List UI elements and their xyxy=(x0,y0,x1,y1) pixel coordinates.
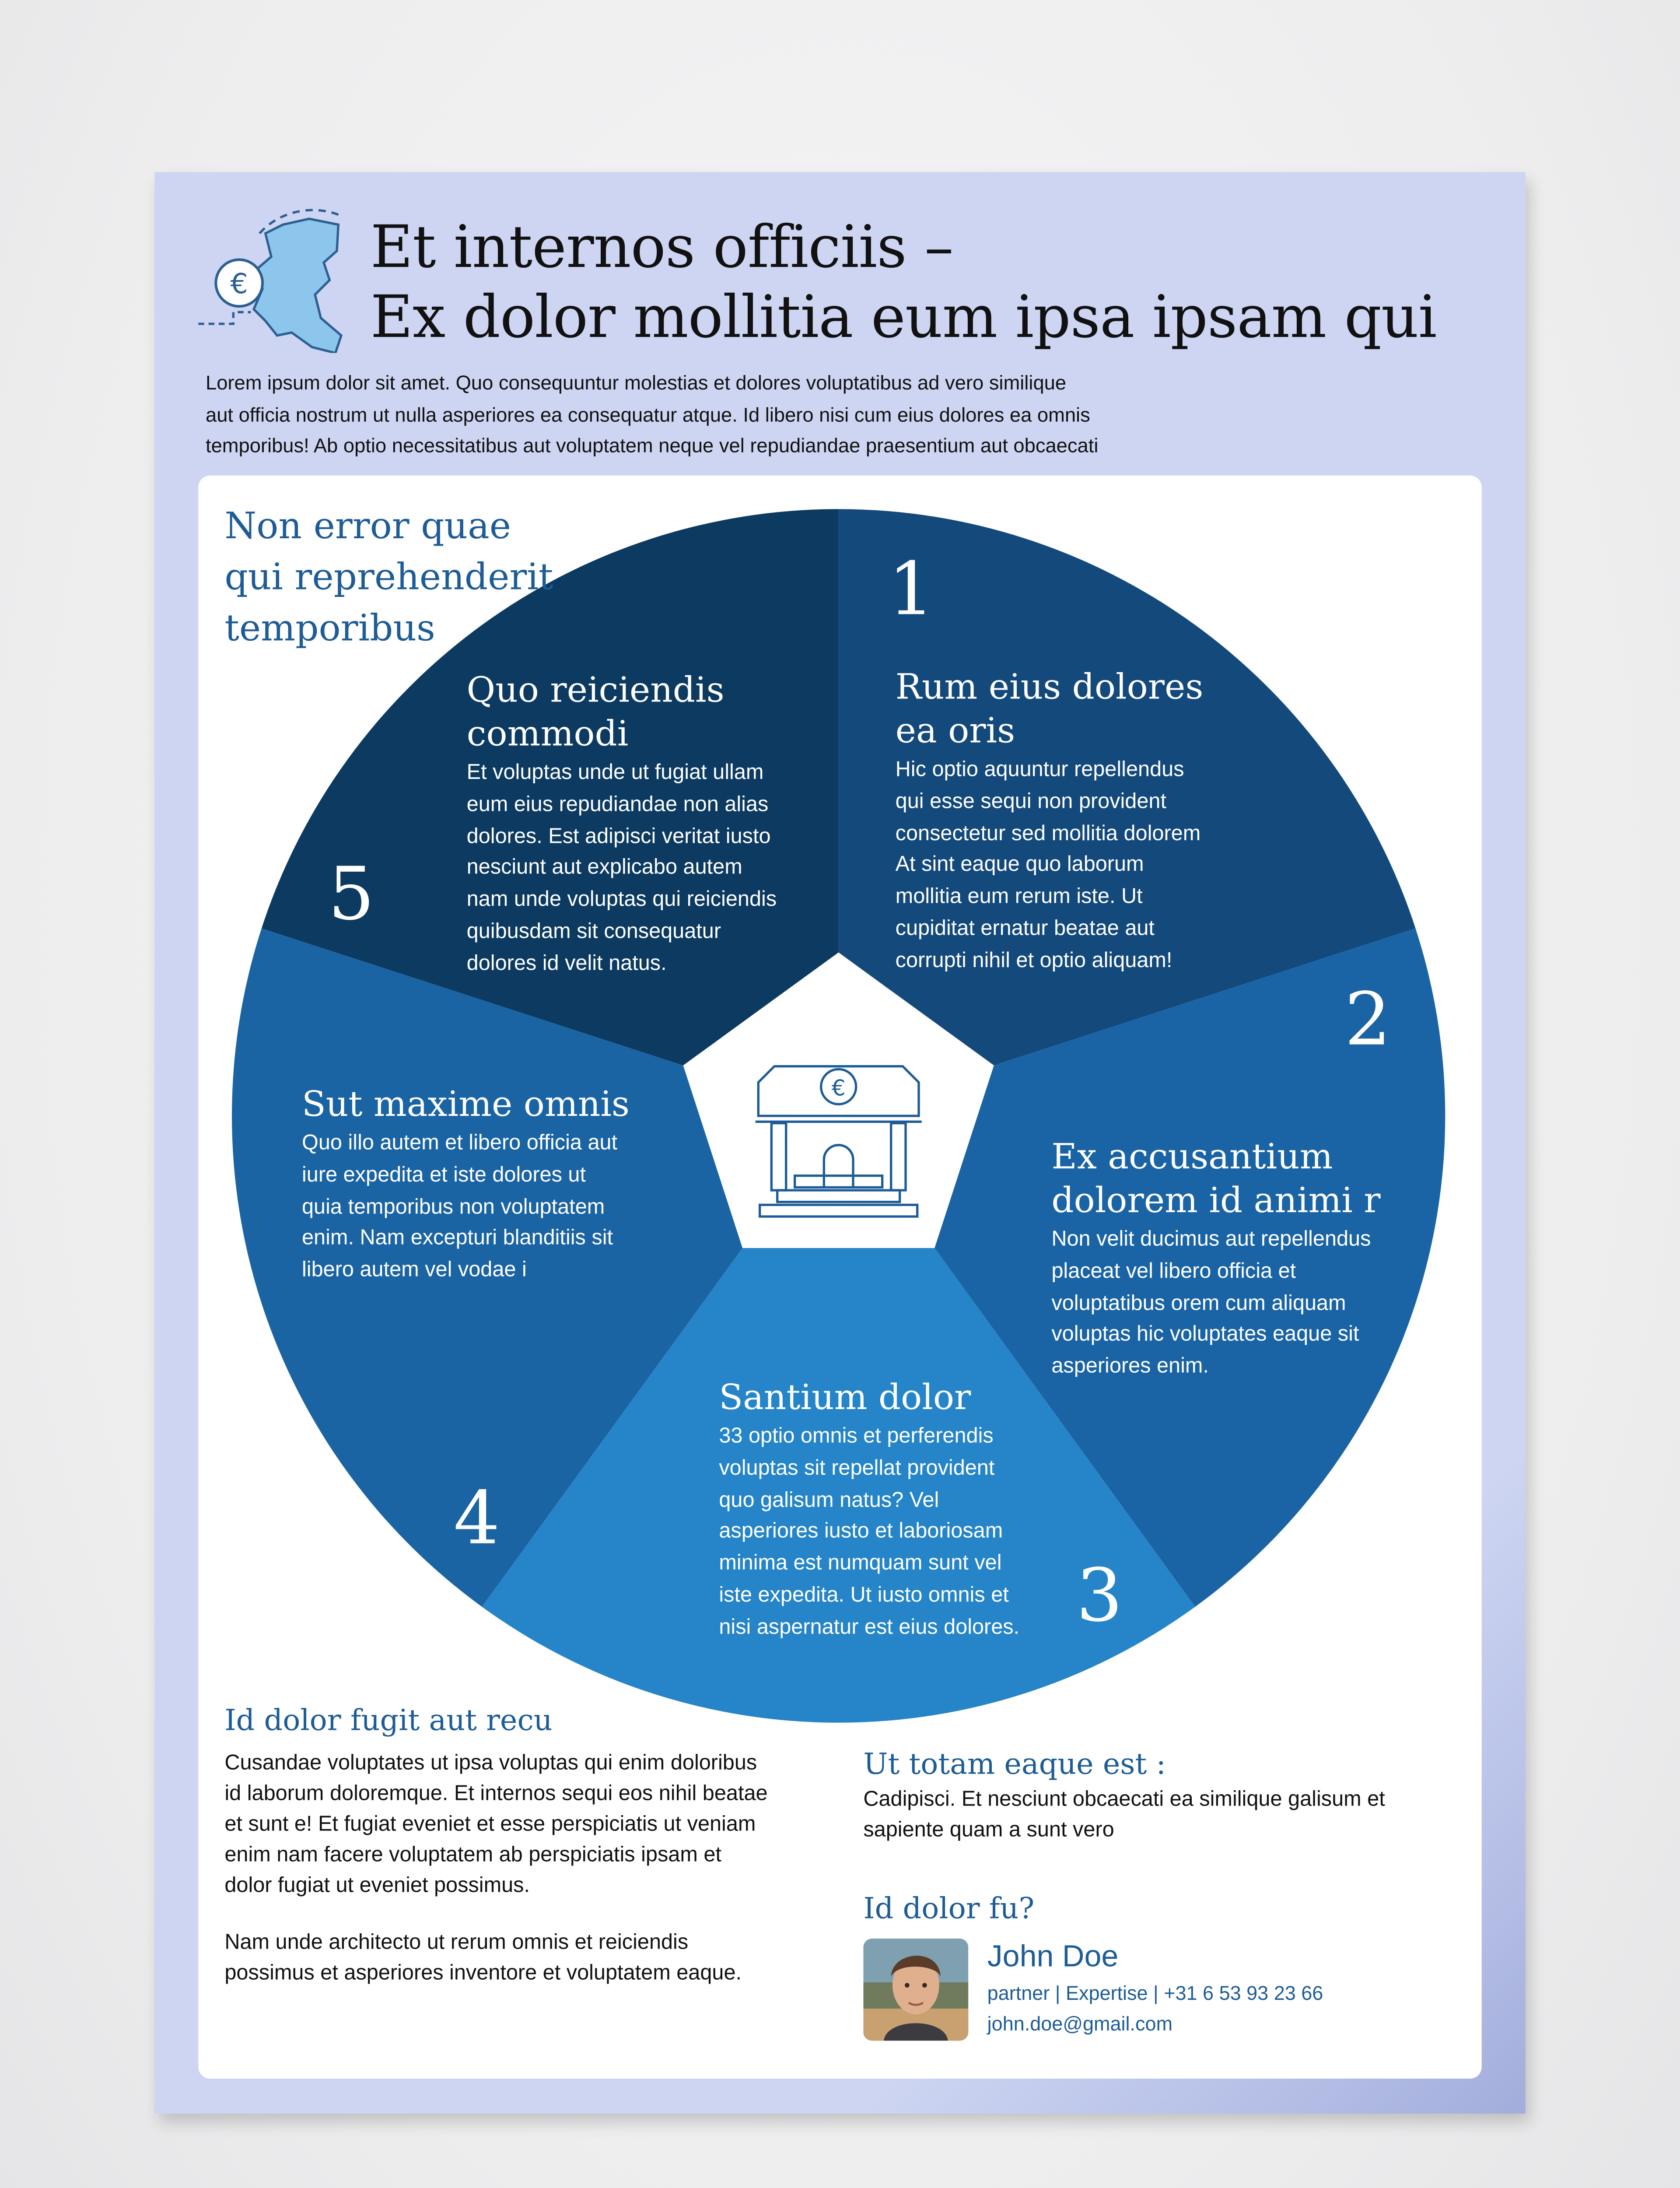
segment-4-number: 4 xyxy=(453,1476,500,1561)
intro-line: Lorem ipsum dolor sit amet. Quo consequuntur molestias et dolores voluptatibus ad vero similique xyxy=(206,372,1067,394)
segment-3-text xyxy=(719,1375,1019,1645)
paragraph-line: dolor fugiat ut eveniet possimus. xyxy=(224,1874,530,1898)
paragraph-line: enim nam facere voluptatem ab perspiciatis ipsam et xyxy=(224,1844,721,1867)
segment-body-line: Hic optio aquuntur repellendus xyxy=(895,758,1184,782)
segment-body-line: dolores. Est adipisci veritat iusto xyxy=(466,825,771,849)
paragraph-line: sapiente quam a sunt vero xyxy=(863,1819,1114,1842)
segment-body-line: asperiores enim. xyxy=(1051,1355,1209,1379)
segment-body-line: voluptas hic voluptates eaque sit xyxy=(1051,1323,1359,1347)
segment-1-number: 1 xyxy=(888,547,935,632)
intro-line: aut officia nostrum ut nulla asperiores ea consequatur atque. Id libero nisi cum eius dolores ea omnis xyxy=(206,403,1090,425)
segment-body-line: voluptatibus orem cum aliquam xyxy=(1051,1291,1346,1315)
segment-body-line: At sint eaque quo laborum xyxy=(895,854,1144,877)
segment-body-line: eum eius repudiandae non alias xyxy=(466,793,769,817)
segment-body-line: corrupti nihil et optio aliquam! xyxy=(895,949,1172,973)
contact-email[interactable]: john.doe@gmail.com xyxy=(987,2013,1173,2035)
svg-text:€: € xyxy=(831,1075,846,1101)
segment-body-line: voluptas sit repellat provident xyxy=(719,1457,995,1480)
contact-name: John Doe xyxy=(987,1940,1119,1974)
segment-body-line: 33 optio omnis et perferendis xyxy=(719,1425,994,1448)
segment-body-line: placeat vel libero officia et xyxy=(1051,1260,1296,1283)
paragraph-line: possimus et asperiores inventore et voluptatem eaque. xyxy=(224,1962,742,1985)
segment-body-line: iste expedita. Ut iusto omnis et xyxy=(719,1584,1009,1608)
segment-body-line: consectetur sed mollitia dolorem xyxy=(895,822,1201,845)
paragraph-line: Cusandae voluptates ut ipsa voluptas qui enim doloribus xyxy=(224,1752,757,1775)
right-section-paragraph xyxy=(863,1785,1385,1847)
paragraph-line: id laborum doloremque. Et internos sequi eos nihil beatae xyxy=(224,1782,768,1806)
page-title-line-2: Ex dolor mollitia eum ipsa ipsam qui xyxy=(370,284,1437,352)
segment-title: Sut maxime omnis xyxy=(302,1083,630,1125)
segment-body-line: nam unde voluptas qui reiciendis xyxy=(466,888,777,912)
svg-text:€: € xyxy=(230,267,248,300)
avatar xyxy=(863,1939,968,2041)
segment-body-line: dolores id velit natus. xyxy=(466,952,667,976)
segment-body-line: quo galisum natus? Vel xyxy=(719,1488,939,1512)
segment-body-line: Quo illo autem et libero officia aut xyxy=(302,1132,618,1155)
page-title-line-1: Et internos officiis – xyxy=(370,214,953,282)
segment-body-line: nisi aspernatur est eius dolores. xyxy=(719,1616,1020,1639)
segment-2-text xyxy=(1051,1135,1380,1384)
diagram-title-line: Non error quae xyxy=(224,505,511,547)
segment-body-line: asperiores iusto et laboriosam xyxy=(719,1520,1003,1544)
diagram-title-line: temporibus xyxy=(224,607,435,649)
segment-body-line: enim. Nam excepturi blanditiis sit xyxy=(302,1227,613,1251)
paragraph-line: et sunt e! Et fugiat eveniet et esse perspiciatis ut veniam xyxy=(224,1813,756,1837)
segment-2-number: 2 xyxy=(1344,977,1391,1062)
diagram-title-line: qui reprehenderit xyxy=(224,556,553,598)
segment-body-line: cupiditat ernatur beatae aut xyxy=(895,917,1155,941)
contact-role-phone: partner | Expertise | +31 6 53 93 23 66 xyxy=(987,1982,1323,2004)
segment-title: Rum eius dolores xyxy=(895,666,1204,708)
paragraph-line: Nam unde architecto ut rerum omnis et reiciendis xyxy=(224,1931,689,1955)
segment-5-number: 5 xyxy=(328,852,375,936)
segment-title: commodi xyxy=(466,713,629,754)
segment-5-text xyxy=(467,668,777,981)
segment-body-line: quia temporibus non voluptatem xyxy=(302,1195,605,1219)
segment-title: Santium dolor xyxy=(719,1377,971,1418)
segment-body-line: libero autem vel vodae i xyxy=(302,1259,527,1283)
right-section-title: Ut totam eaque est : xyxy=(863,1746,1166,1781)
segment-3-number: 3 xyxy=(1076,1553,1123,1638)
segment-title: Ex accusantium xyxy=(1051,1136,1333,1177)
segment-1-text xyxy=(896,665,1204,978)
segment-title: Quo reiciendis xyxy=(466,670,724,711)
diagram-title xyxy=(224,500,553,653)
segment-body-line: iure expedita et iste dolores ut xyxy=(302,1164,586,1187)
segment-body-line: mollitia eum rerum iste. Ut xyxy=(895,885,1143,909)
left-section-title: Id dolor fugit aut recu xyxy=(224,1702,553,1737)
left-section-paragraph-2 xyxy=(224,1929,742,1990)
left-section-paragraph-1 xyxy=(224,1749,767,1902)
segment-title: dolorem id animi r xyxy=(1051,1180,1381,1221)
segment-body-line: Et voluptas unde ut fugiat ullam xyxy=(466,761,764,785)
segment-title: ea oris xyxy=(895,710,1015,751)
segment-body-line: quibusdam sit consequatur xyxy=(466,920,721,944)
segment-body-line: Non velit ducimus aut repellendus xyxy=(1051,1228,1371,1252)
intro-line: temporibus! Ab optio necessitatibus aut voluptatem neque vel repudiandae praesentium aut obcaecati xyxy=(206,435,1099,457)
segment-body-line: nesciunt aut explicabo autem xyxy=(466,856,742,880)
segment-body-line: qui esse sequi non provident xyxy=(895,790,1166,814)
segment-body-line: minima est numquam sunt vel xyxy=(719,1552,1002,1576)
paragraph-line: Cadipisci. Et nesciunt obcaecati ea similique galisum et xyxy=(863,1788,1385,1812)
contact-title: Id dolor fu? xyxy=(863,1890,1035,1925)
segment-4-text xyxy=(302,1082,630,1288)
